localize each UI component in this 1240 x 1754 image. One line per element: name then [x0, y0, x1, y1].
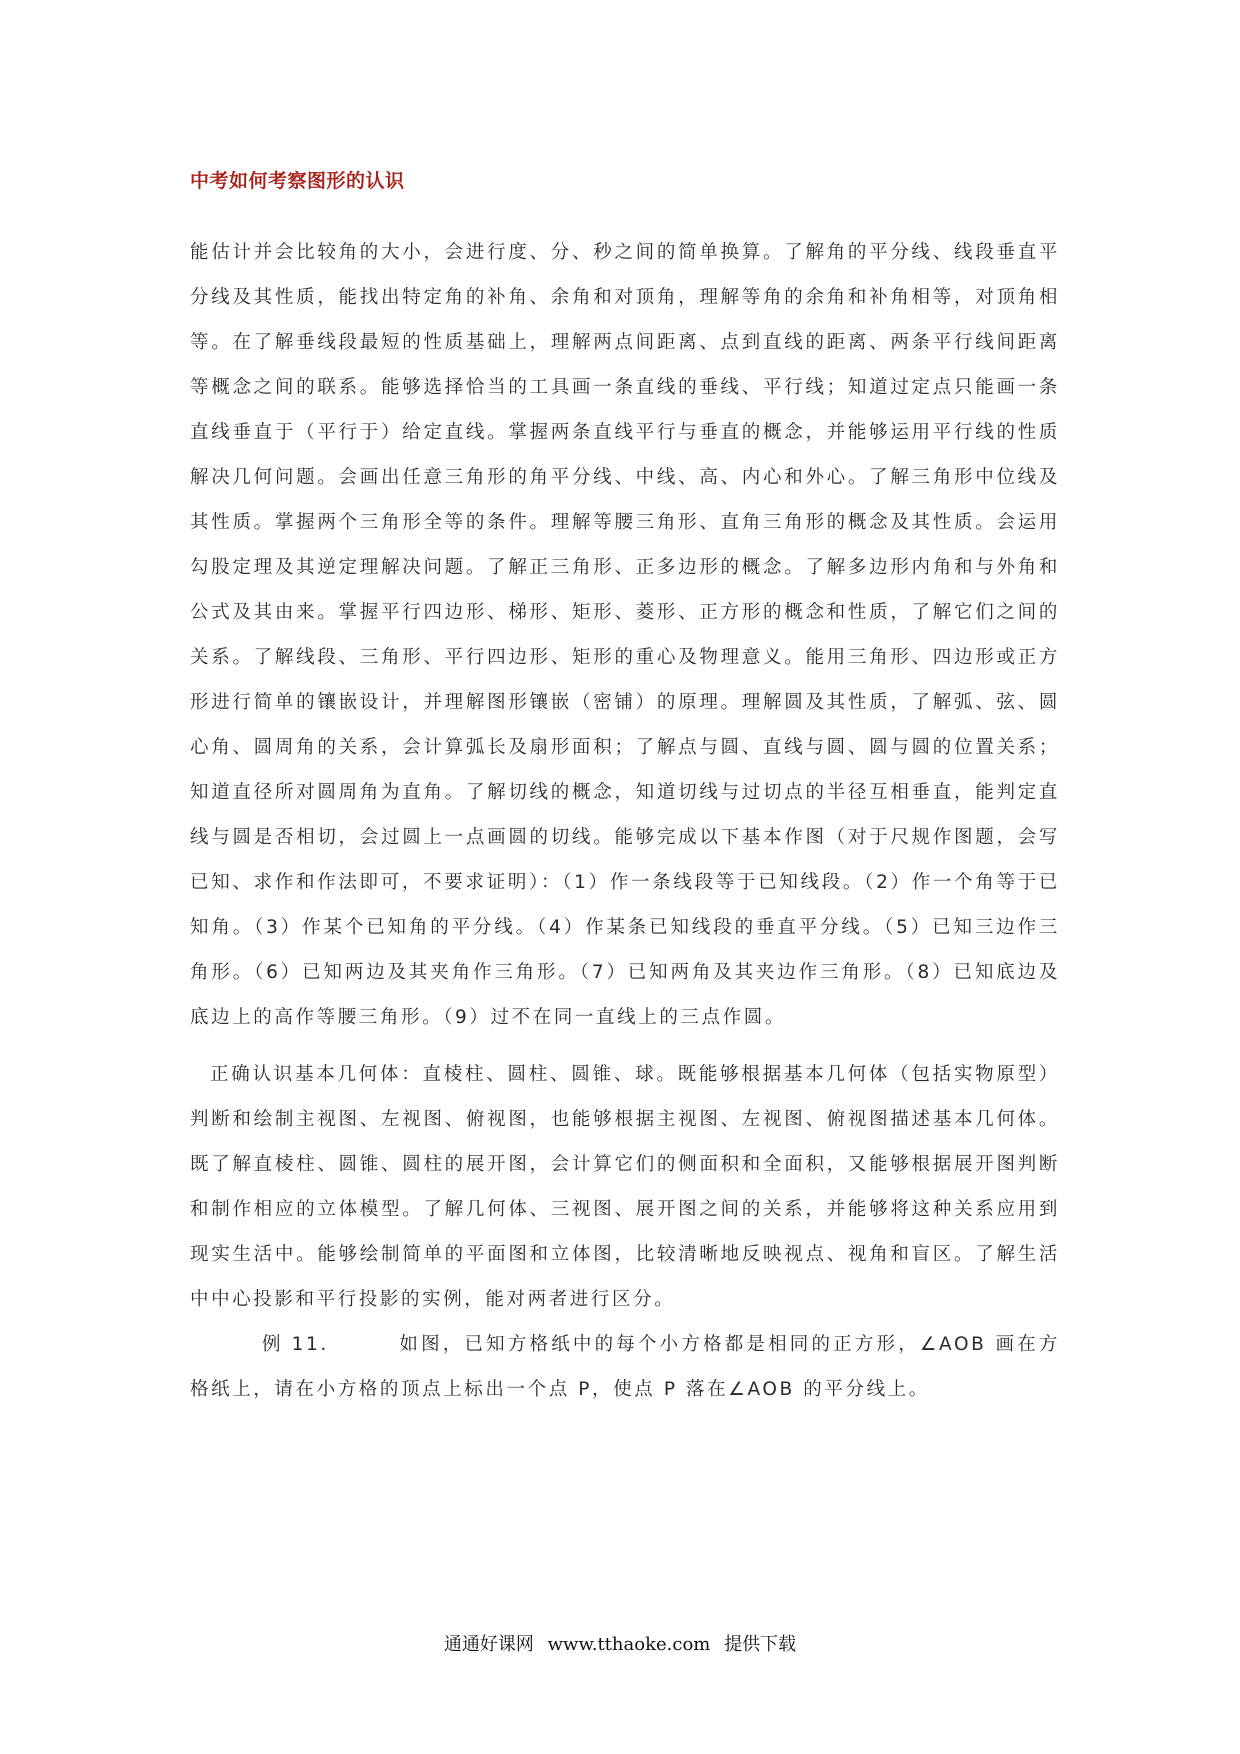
footer-suffix: 提供下载: [724, 1634, 797, 1655]
example-paragraph: [190, 1322, 1060, 1412]
example-text: 如图，已知方格纸中的每个小方格都是相同的正方形，∠AOB 画在方格纸上，请在小方格的顶点上标出一个点 P，使点 P 落在∠AOB 的平分线上。: [190, 1334, 1060, 1400]
paragraph-solid-figures: 正确认识基本几何体：直棱柱、圆柱、圆锥、球。既能够根据基本几何体（包括实物原型）判断和绘制主视图、左视图、俯视图，也能够根据主视图、左视图、俯视图描述基本几何体。既了解直棱柱、圆锥、圆柱的展开图，会计算它们的侧面积和全面积，又能够根据展开图判断和制作相应的立体模型。了解几何体、三视图、展开图之间的关系，并能够将这种关系应用到现实生活中。能够绘制简单的平面图和立体图，比较清晰地反映视点、视角和盲区。了解生活中中心投影和平行投影的实例，能对两者进行区分。: [190, 1064, 1060, 1310]
page-title: 中考如何考察图形的认识: [190, 170, 405, 192]
example-label: 例 11.: [262, 1334, 329, 1355]
page-footer: [0, 1630, 1240, 1656]
footer-url[interactable]: www.tthaoke.com: [547, 1634, 711, 1655]
paragraph-geometry-basics: 能估计并会比较角的大小，会进行度、分、秒之间的简单换算。了解角的平分线、线段垂直平分线及其性质，能找出特定角的补角、余角和对顶角，理解等角的余角和补角相等，对顶角相等。在了解垂线段最短的性质基础上，理解两点间距离、点到直线的距离、两条平行线间距离等概念之间的联系。能够选择恰当的工具画一条直线的垂线、平行线；知道过定点只能画一条直线垂直于（平行于）给定直线。掌握两条直线平行与垂直的概念，并能够运用平行线的性质解决几何问题。会画出任意三角形的角平分线、中线、高、内心和外心。了解三角形中位线及其性质。掌握两个三角形全等的条件。理解等腰三角形、直角三角形的概念及其性质。会运用勾股定理及其逆定理解决问题。了解正三角形、正多边形的概念。了解多边形内角和与外角和公式及其由来。掌握平行四边形、梯形、矩形、菱形、正方形的概念和性质，了解它们之间的关系。了解线段、三角形、平行四边形、矩形的重心及物理意义。能用三角形、四边形或正方形进行简单的镶嵌设计，并理解图形镶嵌（密铺）的原理。理解圆及其性质，了解弧、弦、圆心角、圆周角的关系，会计算弧长及扇形面积；了解点与圆、直线与圆、圆与圆的位置关系；知道直径所对圆周角为直角。了解切线的概念，知道切线与过切点的半径互相垂直，能判定直线与圆是否相切，会过圆上一点画圆的切线。能够完成以下基本作图（对于尺规作图题，会写已知、求作和作法即可，不要求证明）：（1）作一条线段等于已知线段。（2）作一个角等于已知角。（3）作某个已知角的平分线。（4）作某条已知线段的垂直平分线。（5）已知三边作三角形。（6）已知两边及其夹角作三角形。（7）已知两角及其夹边作三角形。（8）已知底边及底边上的高作等腰三角形。（9）过不在同一直线上的三点作圆。: [190, 242, 1060, 1028]
footer-site-name: 通通好课网: [443, 1634, 534, 1655]
